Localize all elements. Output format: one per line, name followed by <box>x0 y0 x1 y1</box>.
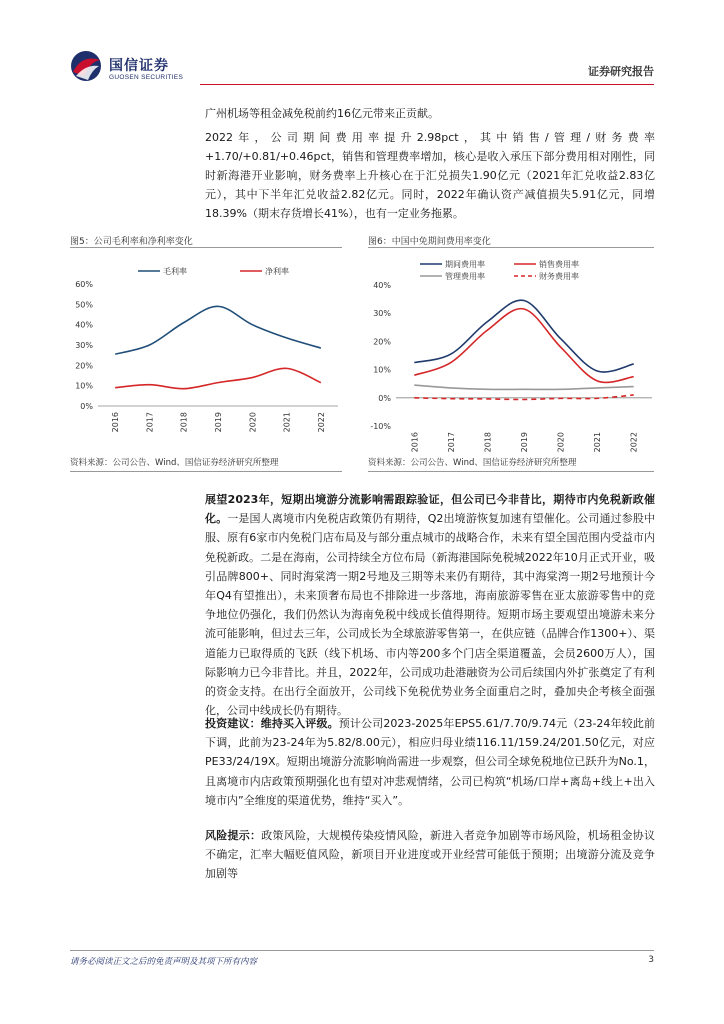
figure6-title: 图6：中国中免期间费用率变化 <box>368 237 491 247</box>
fig5-legend-label-0: 毛利率 <box>163 267 187 276</box>
guosen-logo-icon <box>70 50 102 82</box>
paragraph-investment-advice <box>205 714 655 810</box>
figure5-bottom-rule <box>70 471 342 472</box>
report-type-label: 证券研究报告 <box>588 65 654 78</box>
fig5-y-tick-label: 10% <box>75 381 93 391</box>
page-header <box>0 0 724 90</box>
fig5-x-tick-label: 2022 <box>316 412 326 433</box>
fig6-x-tick-label: 2022 <box>629 432 639 452</box>
risk-text: 政策风险，大规模传染疫情风险，新进入者竞争加剧等市场风险，机场租金协议不确定，汇率大幅贬值风险，新项目开业进度或开业经营可能低于预期；出境游分流及竞争加剧等 <box>205 829 656 881</box>
advice-text: 预计公司2023-2025年EPS5.61/7.70/9.74元（23-24年较此前下调，此前为23-24年为5.82/8.00元），相应归母业绩116.11/159.24/201.50亿元，对应PE33/24/19X。短期出境游分流影响尚需进一步观察，但公司全球免税地位已跃升为No.1，且离境市内店政策预期强化也有望对冲悲观情绪，公司已构筑“机场/口岸+离岛+线上+出入境市内”全维度的渠道优势，维持“买入”。 <box>205 717 656 807</box>
footer-disclaimer-note: 请务必阅读正文之后的免责声明及其项下所有内容 <box>70 957 258 967</box>
paragraph-intro-2: 2022年，公司期间费用率提升2.98pct，其中销售/管理/财务费率+1.70/+0.81/+0.46pct，销售和管理费率增加，核心是收入承压下部分费用相对刚性，同时新海港开业影响，财务费率上升核心在于汇兑损失1.90亿元（2021年汇兑收益2.83亿元），其中下半年汇兑收益2.82亿元。同时，2022年确认资产减值损失5.91亿元，同增18.39%（期末存货增长41%），也有一定业务拖累。 <box>205 131 655 220</box>
fig5-y-tick-label: 0% <box>80 402 93 411</box>
paragraph-risk-warning <box>205 826 655 884</box>
fig6-y-tick-label: 40% <box>373 281 391 290</box>
fig6-y-tick-label: 0% <box>378 393 391 403</box>
figure5-source: 资料来源：公司公告、Wind、国信证券经济研究所整理 <box>70 458 279 468</box>
header-divider <box>200 84 654 85</box>
fig6-x-tick-label: 2021 <box>593 432 603 452</box>
figure5-chart <box>70 252 342 452</box>
fig6-x-tick-label: 2018 <box>483 432 493 452</box>
advice-heading: 投资建议：维持买入评级。 <box>205 717 339 730</box>
figure6-source: 资料来源：公司公告、Wind、国信证券经济研究所整理 <box>368 458 577 468</box>
fig5-x-tick-label: 2018 <box>179 412 189 433</box>
outlook-heading: 展望2023年，短期出境游分流影响需跟踪验证，但公司已今非昔比，期待市内免税新政催化。 <box>205 493 655 526</box>
figure6-chart <box>368 252 654 452</box>
figure6-top-rule <box>368 247 654 248</box>
fig6-x-tick-label: 2019 <box>520 432 529 452</box>
fig5-x-tick-label: 2021 <box>282 412 292 433</box>
fig5-legend-label-1: 净利率 <box>265 267 289 276</box>
risk-heading: 风险提示： <box>205 829 262 842</box>
fig6-x-tick-label: 2020 <box>556 432 566 452</box>
figure5-top-rule <box>70 247 342 248</box>
fig6-y-tick-label: 20% <box>373 337 391 347</box>
fig5-series-line-1 <box>115 368 321 388</box>
fig6-legend-label-0: 期间费用率 <box>445 260 485 269</box>
paragraph-outlook <box>205 490 655 720</box>
logo-chinese-name: 国信证券 <box>109 58 169 74</box>
fig5-y-tick-label: 20% <box>75 361 93 371</box>
page-number: 3 <box>648 955 654 965</box>
fig5-x-tick-label: 2016 <box>111 412 121 433</box>
fig5-x-tick-label: 2019 <box>214 412 223 433</box>
fig6-series-line-0 <box>414 300 633 372</box>
logo-english-name: GUOSEN SECURITIES <box>109 74 184 81</box>
fig6-series-line-3 <box>414 395 633 400</box>
fig6-series-line-2 <box>414 385 633 389</box>
fig5-series-line-0 <box>115 306 321 354</box>
fig6-legend-label-3: 财务费用率 <box>539 272 579 281</box>
fig6-legend-label-2: 管理费用率 <box>445 272 485 281</box>
fig5-y-tick-label: 60% <box>75 280 93 289</box>
outlook-text: 一是国人离境市内免税店政策仍有期待，Q2出境游恢复加速有望催化。公司通过参股中服、原有6家市内免税门店布局及与部分重点城市的战略合作，未来有望全国范围内受益市内免税新政。二是在海南，公司持续全方位布局（新海港国际免税城2022年10月正式开业，吸引品牌800+、同时海棠湾一期2号地及三期等未来仍有期待，其中海棠湾一期2号地预计今年Q4有望推出），未来顶奢布局也不排除进一步落地，海南旅游零售在亚太旅游零售中的竞争地位仍强化，我们仍然认为海南免税中线成长值得期待。短期市场主要观望出境游未来分流可能影响，但过去三年，公司成长为全球旅游零售第一，在供应链（品牌合作1300+）、渠道能力已取得质的飞跃（线下机场、市内等200多个门店全渠道覆盖，会员2600万人），国际影响力已今非昔比。并且，2022年，公司成功赴港融资为公司后续国内外扩张奠定了有利的资金支持。在出行全面放开，公司线下免税优势业务全面重启之时，叠加央企考核全面强化，公司中线成长仍有期待。 <box>205 512 656 718</box>
paragraph-intro-1: 广州机场等租金减免税前约16亿元带来正贡献。 <box>205 107 439 120</box>
fig5-x-tick-label: 2020 <box>248 412 258 433</box>
fig6-y-tick-label: -10% <box>370 422 391 431</box>
fig6-x-tick-label: 2016 <box>410 432 420 452</box>
footer-divider <box>70 950 654 951</box>
figure6-bottom-rule <box>368 471 654 472</box>
figure5-title: 图5：公司毛利率和净利率变化 <box>70 237 193 247</box>
fig5-y-tick-label: 50% <box>75 300 93 310</box>
fig5-x-tick-label: 2017 <box>145 412 155 433</box>
fig5-y-tick-label: 30% <box>75 341 93 350</box>
fig6-x-tick-label: 2017 <box>446 432 456 452</box>
fig6-y-tick-label: 10% <box>373 365 391 375</box>
fig6-y-tick-label: 30% <box>373 309 391 319</box>
fig5-y-tick-label: 40% <box>75 320 93 330</box>
fig6-legend-label-1: 销售费用率 <box>539 260 579 269</box>
